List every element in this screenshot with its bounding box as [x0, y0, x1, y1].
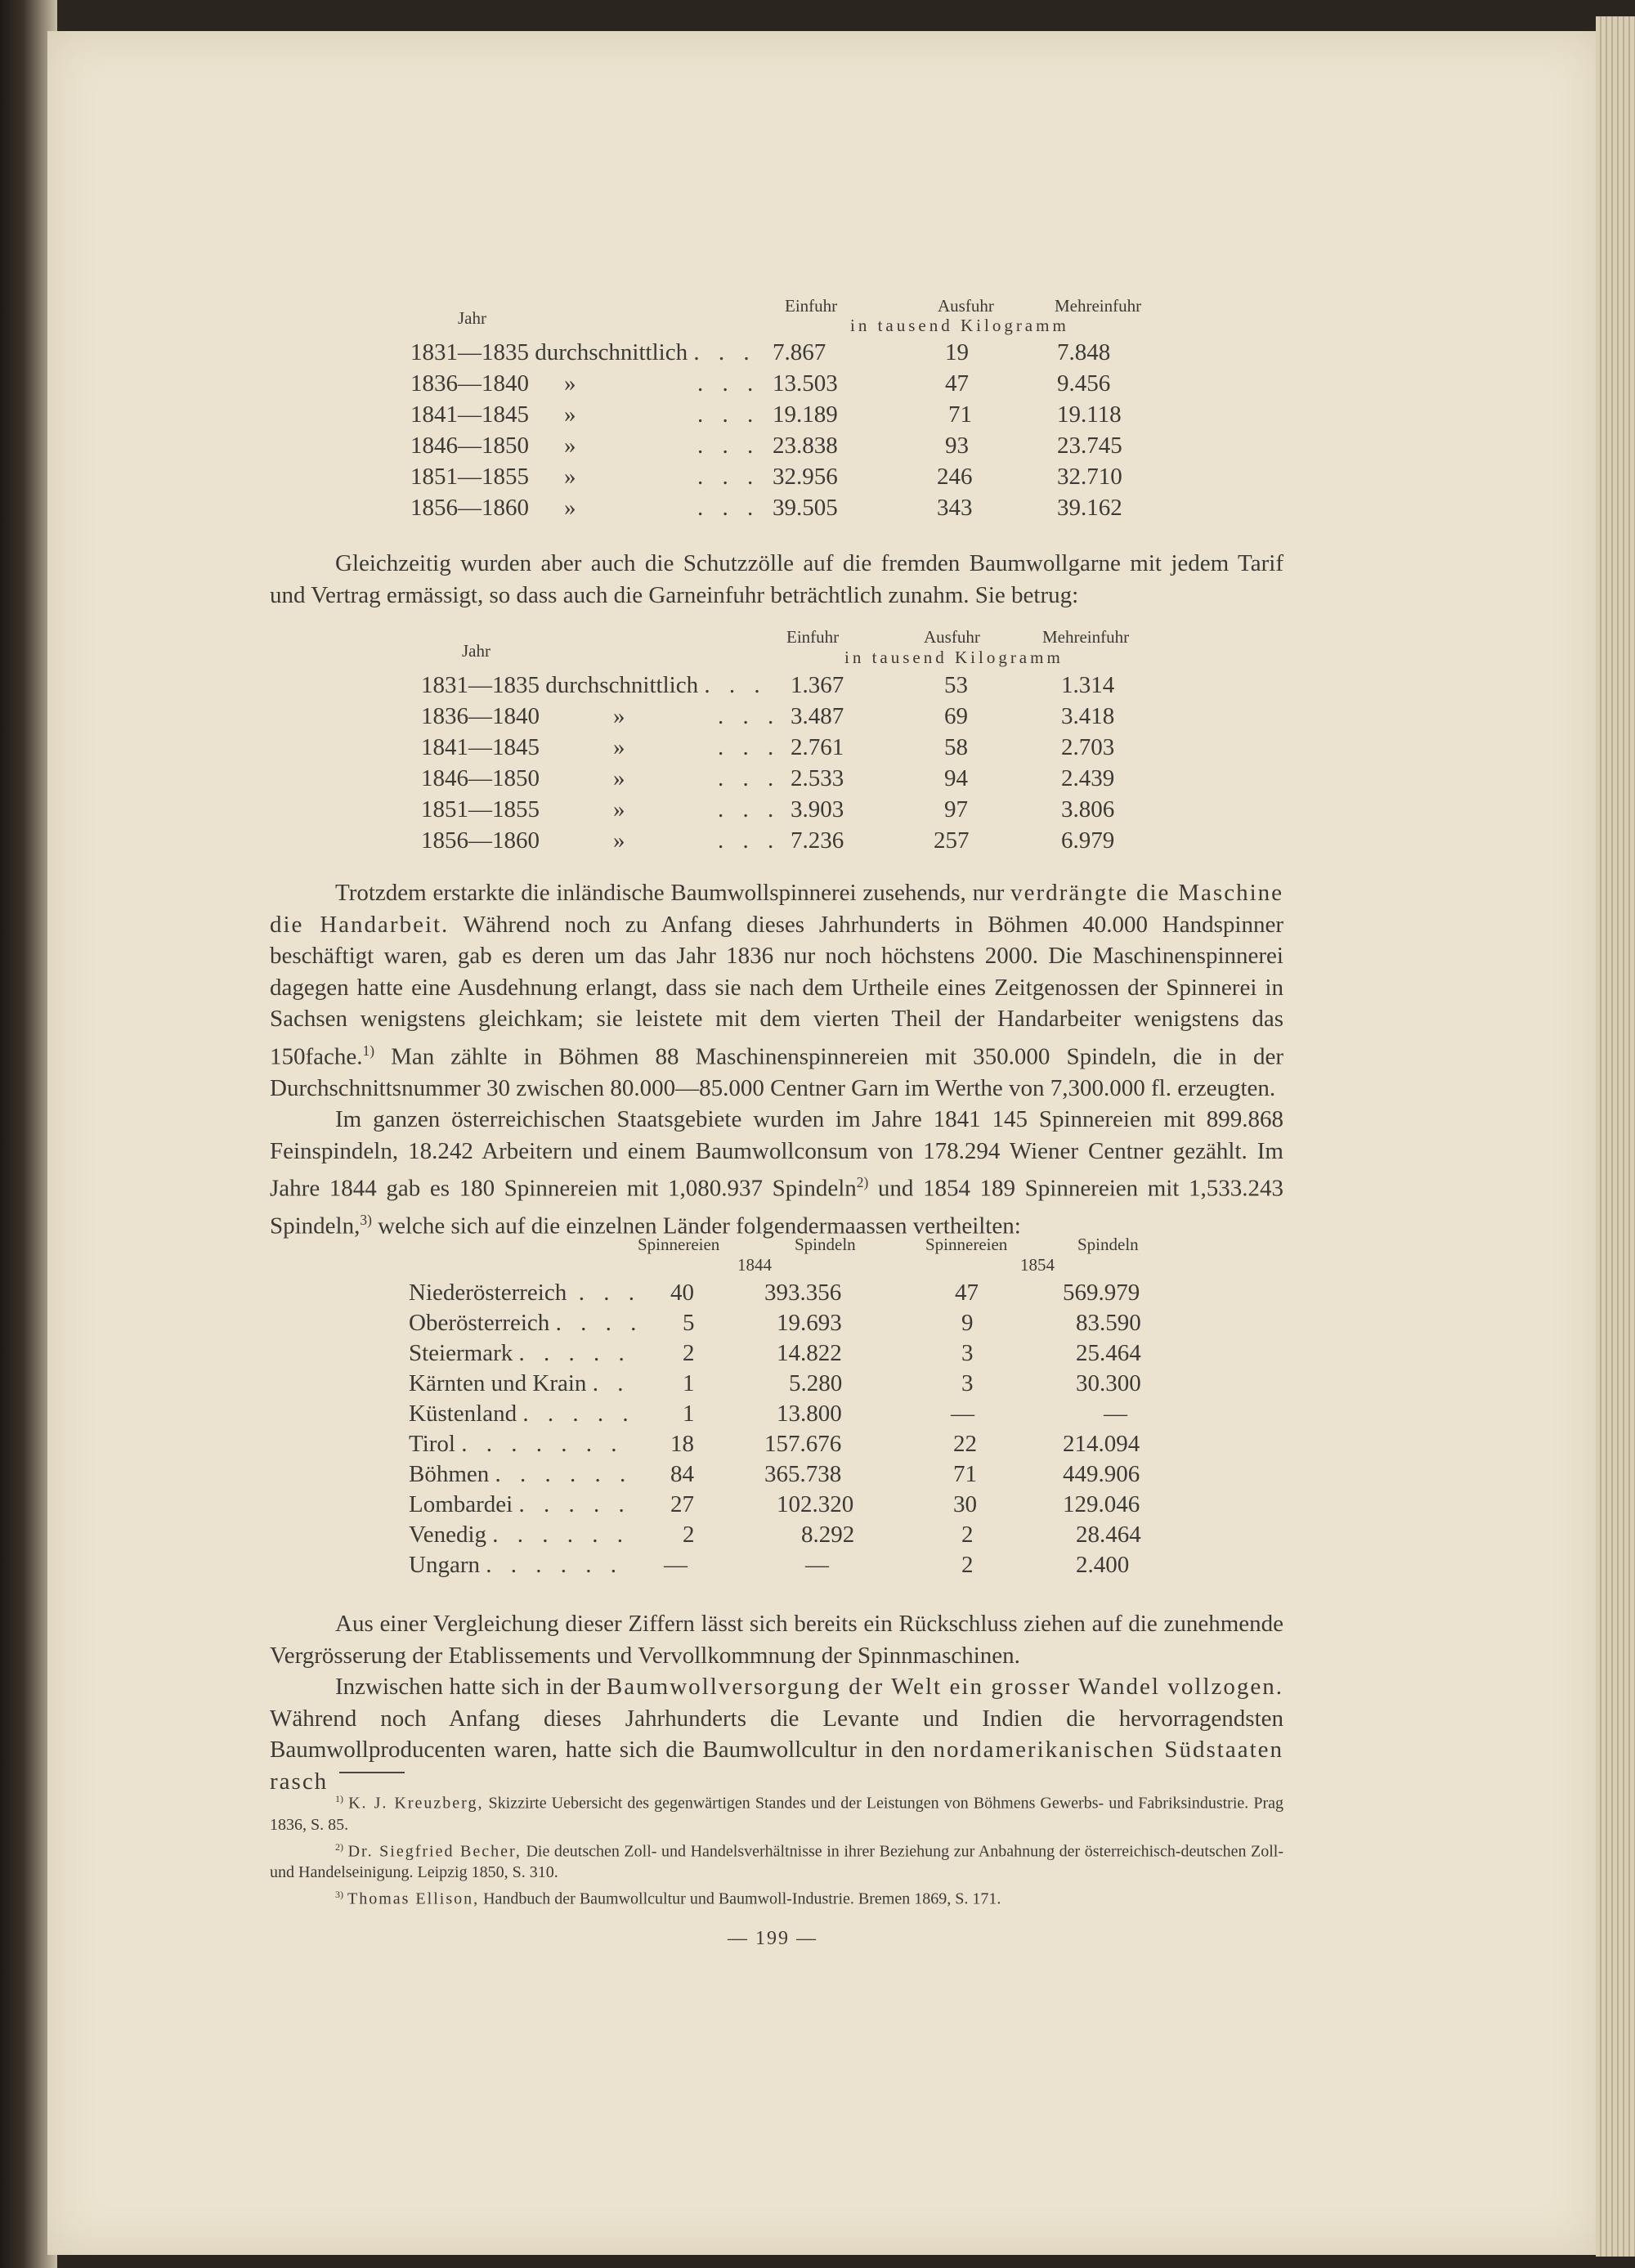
col-header-spindeln-1854: Spindeln [1077, 1235, 1139, 1254]
land-cell: Küstenland [409, 1401, 517, 1427]
spindeln-1854-cell: 129.046 [1063, 1491, 1140, 1517]
mehreinfuhr-cell: 2.439 [1061, 765, 1115, 791]
einfuhr-cell: 13.503 [773, 370, 838, 397]
col-header-ausfuhr: Ausfuhr [938, 296, 994, 316]
einfuhr-cell: 32.956 [773, 464, 838, 490]
table-row [409, 1401, 635, 1428]
col-header-mehreinfuhr: Mehreinfuhr [1042, 627, 1130, 647]
spinnereien-1854-cell: 9 [961, 1310, 974, 1336]
spinnereien-1854-cell: 30 [953, 1491, 977, 1517]
table-row [421, 734, 540, 761]
spinnereien-1854-cell: 71 [953, 1461, 977, 1487]
year-label-1854: 1854 [1020, 1255, 1055, 1275]
spindeln-1844-cell: 14.822 [777, 1340, 842, 1366]
period-cell: 1836—1840 [421, 703, 540, 729]
text-run: Man zählte in Böhmen 88 Maschinenspinnereien mit 350.000 Spindeln, die in der Durchschnittsnummer 30 zwischen 80.000—85.000 Centner Garn im Werthe von 7,300.000 fl. erzeugten. [270, 1043, 1283, 1101]
period-cell: 1856—1860 [410, 495, 529, 521]
col-header-ausfuhr: Ausfuhr [924, 627, 980, 647]
mehreinfuhr-cell: 2.703 [1061, 734, 1115, 760]
spindeln-1854-cell: 2.400 [1076, 1552, 1130, 1578]
ditto-mark: » [613, 827, 625, 854]
land-cell: Venedig [409, 1522, 487, 1548]
paragraph-text [270, 1104, 1283, 1242]
spinnereien-1854-cell: 47 [955, 1280, 979, 1306]
spinnereien-1844-cell: 40 [670, 1280, 694, 1306]
mehreinfuhr-cell: 6.979 [1061, 827, 1115, 854]
footnote-text: Handbuch der Baumwollcultur und Baumwoll-Industrie. Bremen 1869, S. 171. [479, 1889, 1001, 1908]
spindeln-1854-cell: 25.464 [1076, 1340, 1141, 1366]
table-row [421, 672, 767, 699]
text-run: Trotzdem erstarkte die inländische Baumwollspinnerei zusehends, nur [335, 880, 1011, 906]
text-run: Im ganzen österreichischen Staatsgebiete wurden im Jahre 1841 145 Spinnereien mit 899.868 Feinspindeln, 18.242 Arbeitern und einem Baumwollconsum von 178.294 Wiener Centner gezählt. Im Jahre 1844 gab es 180 Spinnereien mit 1,080.937 Spindeln [270, 1106, 1283, 1202]
leader-dots: . . . [718, 827, 781, 854]
table-row [410, 401, 529, 428]
spindeln-1844-cell: 5.280 [789, 1370, 843, 1396]
table-row [410, 495, 529, 522]
ditto-mark: » [564, 401, 576, 428]
table-row [409, 1552, 623, 1579]
leader-dots: . . . [697, 401, 760, 428]
period-cell: 1831—1835 durchschnittlich [410, 339, 688, 365]
ditto-mark: » [613, 765, 625, 791]
ausfuhr-cell: 47 [945, 370, 969, 397]
paragraph-text [270, 877, 1283, 1104]
footnote-text: Die deutschen Zoll- und Handelsverhältnisse in ihrer Beziehung zur Anbahnung der österreichisch-deutschen Zoll- und Handelseinigung. Leipzig 1850, S. 310. [270, 1842, 1284, 1882]
col-header-mehreinfuhr: Mehreinfuhr [1055, 296, 1142, 316]
mehreinfuhr-cell: 19.118 [1057, 401, 1122, 428]
period-cell: 1841—1845 [421, 734, 540, 760]
ausfuhr-cell: 93 [945, 433, 969, 459]
text-run: und 1854 189 Spinnereien mit 1,533.243 Spindeln, [270, 1175, 1284, 1239]
spindeln-1854-cell: 28.464 [1076, 1522, 1141, 1548]
mehreinfuhr-cell: 39.162 [1057, 495, 1122, 521]
table-row [421, 765, 540, 792]
unit-label: in tausend Kilogramm [850, 316, 1069, 335]
footnote-text: Skizzirte Uebersicht des gegenwärtigen Standes und der Leistungen von Böhmens Gewerbs- und Fabriksindustrie. Prag 1836, S. 85. [270, 1794, 1283, 1834]
period-cell: 1836—1840 [410, 370, 529, 397]
table-row [421, 703, 540, 730]
table-row [410, 339, 756, 366]
mehreinfuhr-cell: 3.418 [1061, 703, 1115, 729]
col-header-jahr: Jahr [458, 308, 486, 328]
spinnereien-1844-cell: 2 [683, 1522, 695, 1548]
col-header-spinnereien-1844: Spinnereien [638, 1235, 720, 1254]
einfuhr-cell: 2.533 [791, 765, 844, 791]
table-row [421, 827, 540, 854]
table-row [409, 1491, 631, 1518]
ausfuhr-cell: 53 [944, 672, 968, 698]
spaced-text-run: verdrängte die Maschine die Handarbeit. [270, 880, 1283, 938]
ditto-mark: » [613, 734, 625, 760]
spinnereien-1854-cell: 2 [961, 1552, 974, 1578]
spindeln-1844-cell: 13.800 [777, 1401, 842, 1427]
spindeln-1844-cell: 102.320 [777, 1491, 854, 1517]
footnote-2 [270, 1836, 1283, 1884]
leader-dots: . . . . . . . [461, 1431, 624, 1457]
paragraph-text: Gleichzeitig wurden aber auch die Schutzzölle auf die fremden Baumwollgarne mit jedem Tarif und Vertrag ermässigt, so dass auch die Garneinfuhr beträchtlich zunahm. Sie betrug: [270, 550, 1283, 608]
spinnereien-1844-cell: 5 [683, 1310, 695, 1336]
einfuhr-cell: 7.236 [791, 827, 844, 854]
leader-dots: . . . [718, 765, 781, 791]
period-cell: 1831—1835 durchschnittlich [421, 672, 699, 698]
spinnereien-1844-cell: — [664, 1552, 688, 1578]
text-run: Inzwischen hatte sich in der [335, 1674, 607, 1700]
col-header-jahr: Jahr [462, 641, 490, 661]
leader-dots: . . . [718, 796, 781, 822]
spindeln-1854-cell: 569.979 [1063, 1280, 1140, 1306]
ausfuhr-cell: 257 [934, 827, 970, 854]
mehreinfuhr-cell: 32.710 [1057, 464, 1122, 490]
col-header-spindeln-1844: Spindeln [795, 1235, 856, 1254]
spaced-text-run: nordamerikanischen Südstaaten rasch [270, 1737, 1284, 1795]
ausfuhr-cell: 58 [944, 734, 968, 760]
mehreinfuhr-cell: 9.456 [1057, 370, 1111, 397]
spinnereien-1844-cell: 18 [670, 1431, 694, 1457]
einfuhr-cell: 23.838 [773, 433, 838, 459]
footnote-divider [339, 1772, 405, 1773]
leader-dots: . . . [697, 370, 760, 397]
footnote-1 [270, 1788, 1283, 1835]
ausfuhr-cell: 69 [944, 703, 968, 729]
table-row [409, 1280, 641, 1307]
text-run: Während noch zu Anfang dieses Jahrhunderts in Böhmen 40.000 Handspinner beschäftigt waren, gab es deren um das Jahr 1836 nur noch höchstens 2000. Die Maschinenspinnerei dagegen hatte eine Ausdehnung erlangt, dass sie nach dem Urtheile eines Zeitgenossen der Spinnerei in Sachsen wenigstens gleichkam; sie leistete mit dem vierten Theil der Handarbeiter wenigstens das 150fache. [270, 911, 1283, 1070]
table-row [409, 1310, 643, 1337]
einfuhr-cell: 3.487 [791, 703, 844, 729]
period-cell: 1851—1855 [421, 796, 540, 822]
period-cell: 1846—1850 [421, 765, 540, 791]
page-edges [1596, 16, 1635, 2257]
spinnereien-1844-cell: 27 [670, 1491, 694, 1517]
leader-dots: . . [592, 1370, 630, 1396]
spinnereien-1854-cell: 3 [961, 1370, 974, 1396]
table-row [409, 1431, 623, 1458]
land-cell: Tirol [409, 1431, 455, 1457]
footnote-mark: 1) [335, 1793, 343, 1804]
spindeln-1854-cell: — [1104, 1401, 1127, 1427]
spinnereien-1844-cell: 1 [683, 1370, 695, 1396]
spinnereien-1844-cell: 1 [683, 1401, 695, 1427]
leader-dots: . . . [697, 464, 760, 490]
spindeln-1844-cell: 157.676 [764, 1431, 842, 1457]
table-row [409, 1461, 632, 1488]
spinnereien-1844-cell: 84 [670, 1461, 694, 1487]
ausfuhr-cell: 71 [948, 401, 972, 428]
ausfuhr-cell: 19 [945, 339, 969, 365]
paragraph-spinning-growth [270, 877, 1283, 1242]
land-cell: Böhmen [409, 1461, 490, 1487]
ditto-mark: » [564, 370, 576, 397]
table-row [409, 1522, 629, 1549]
leader-dots: . . . . . [518, 1340, 631, 1366]
footnote-author: Dr. Siegfried Becher, [347, 1842, 522, 1861]
page-number: — 199 — [728, 1928, 818, 1949]
period-cell: 1856—1860 [421, 827, 540, 854]
ausfuhr-cell: 94 [944, 765, 968, 791]
leader-dots: . . . [697, 433, 760, 459]
spinnereien-1844-cell: 2 [683, 1340, 695, 1366]
mehreinfuhr-cell: 7.848 [1057, 339, 1111, 365]
year-label-1844: 1844 [737, 1255, 772, 1275]
unit-label: in tausend Kilogramm [844, 648, 1064, 667]
leader-dots: . . . [578, 1280, 641, 1306]
mehreinfuhr-cell: 1.314 [1061, 672, 1115, 698]
ditto-mark: » [564, 433, 576, 459]
footnote-3 [270, 1884, 1283, 1910]
spindeln-1844-cell: 8.292 [801, 1522, 855, 1548]
einfuhr-cell: 3.903 [791, 796, 844, 822]
spindeln-1854-cell: 449.906 [1063, 1461, 1140, 1487]
spinnereien-1854-cell: 22 [953, 1431, 977, 1457]
table-row [409, 1340, 631, 1367]
einfuhr-cell: 39.505 [773, 495, 838, 521]
leader-dots: . . . [697, 495, 760, 521]
land-cell: Kärnten und Krain [409, 1370, 587, 1396]
footnote-ref[interactable]: 3) [360, 1212, 372, 1229]
footnote-ref[interactable]: 1) [362, 1042, 375, 1059]
land-cell: Oberösterreich [409, 1310, 550, 1336]
paragraph-cotton-supply [270, 1608, 1283, 1797]
table-row [421, 796, 540, 823]
leader-dots: . . . . . [522, 1401, 635, 1427]
table-row [410, 433, 529, 459]
spindeln-1844-cell: — [805, 1552, 829, 1578]
leader-dots: . . . [704, 672, 767, 698]
ditto-mark: » [613, 796, 625, 822]
period-cell: 1841—1845 [410, 401, 529, 428]
leader-dots: . . . . . [518, 1491, 631, 1517]
mehreinfuhr-cell: 23.745 [1057, 433, 1122, 459]
table-row [410, 370, 529, 397]
col-header-einfuhr: Einfuhr [786, 627, 840, 647]
table-row [409, 1370, 629, 1397]
spinnereien-1854-cell: 2 [961, 1522, 974, 1548]
leader-dots: . . . . . . [486, 1552, 623, 1578]
col-header-einfuhr: Einfuhr [785, 296, 838, 316]
land-cell: Lombardei [409, 1491, 513, 1517]
leader-dots: . . . [718, 703, 781, 729]
leader-dots: . . . . . . [492, 1522, 630, 1548]
spinnereien-1854-cell: — [951, 1401, 974, 1427]
paragraph-yarn-tariffs [270, 548, 1283, 611]
spindeln-1854-cell: 30.300 [1076, 1370, 1141, 1396]
period-cell: 1851—1855 [410, 464, 529, 490]
spindeln-1854-cell: 83.590 [1076, 1310, 1141, 1336]
ditto-mark: » [564, 495, 576, 521]
table-row [410, 464, 529, 491]
footnote-author: Thomas Ellison, [347, 1889, 480, 1908]
spindeln-1854-cell: 214.094 [1063, 1431, 1140, 1457]
ausfuhr-cell: 97 [944, 796, 968, 822]
spindeln-1844-cell: 393.356 [764, 1280, 842, 1306]
einfuhr-cell: 7.867 [773, 339, 826, 365]
ditto-mark: » [564, 464, 576, 490]
land-cell: Steiermark [409, 1340, 513, 1366]
einfuhr-cell: 19.189 [773, 401, 838, 428]
footnote-mark: 3) [335, 1889, 343, 1901]
ditto-mark: » [613, 703, 625, 729]
land-cell: Ungarn [409, 1552, 480, 1578]
spinnereien-1854-cell: 3 [961, 1340, 974, 1366]
einfuhr-cell: 1.367 [791, 672, 844, 698]
paragraph-text: Aus einer Vergleichung dieser Ziffern lässt sich bereits ein Rückschluss ziehen auf die zunehmende Vergrösserung der Etablissements und Vervollkommnung der Spinnmaschinen. [270, 1611, 1283, 1669]
text-run: welche sich auf die einzelnen Länder folgendermaassen vertheilten: [371, 1212, 1021, 1239]
leader-dots: . . . [718, 734, 781, 760]
footnotes [270, 1788, 1283, 1911]
ausfuhr-cell: 343 [937, 495, 973, 521]
leader-dots: . . . . [555, 1310, 643, 1336]
spindeln-1844-cell: 365.738 [764, 1461, 842, 1487]
leader-dots: . . . [693, 339, 756, 365]
footnote-author: K. J. Kreuzberg, [348, 1794, 484, 1813]
col-header-spinnereien-1854: Spinnereien [925, 1235, 1008, 1254]
period-cell: 1846—1850 [410, 433, 529, 459]
spaced-text-run: Baumwollversorgung der Welt ein grosser Wandel vollzogen. [606, 1674, 1283, 1700]
text-run: Während noch Anfang dieses Jahrhunderts die Levante und Indien die hervorragendsten Baumwollproducenten waren, hatte sich die Baumwollcultur in den [270, 1705, 1283, 1763]
land-cell: Niederösterreich [409, 1280, 567, 1306]
einfuhr-cell: 2.761 [791, 734, 844, 760]
ausfuhr-cell: 246 [937, 464, 973, 490]
mehreinfuhr-cell: 3.806 [1061, 796, 1115, 822]
leader-dots: . . . . . . [495, 1461, 633, 1487]
footnote-ref[interactable]: 2) [856, 1174, 869, 1191]
footnote-mark: 2) [335, 1840, 343, 1853]
paragraph-text [270, 1671, 1283, 1797]
spindeln-1844-cell: 19.693 [777, 1310, 842, 1336]
